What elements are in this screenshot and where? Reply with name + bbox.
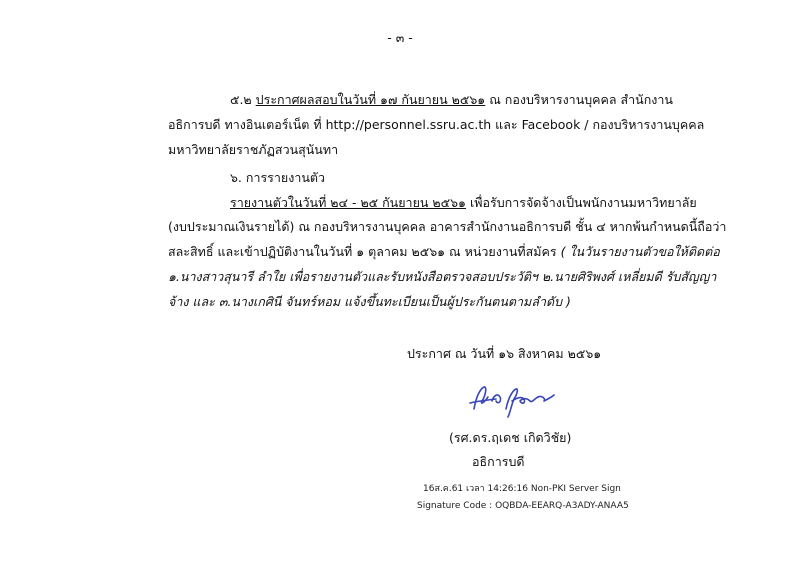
report-date-underlined: รายงานตัวในวันที่ ๒๔ - ๒๕ กันยายน ๒๕๖๑ (230, 195, 466, 210)
section-6-start-date: สละสิทธิ์ และเข้าปฏิบัติงานในวันที่ ๑ ตุลาคม ๒๕๖๑ ณ หน่วยงานที่สมัคร (168, 244, 557, 259)
section-6-purpose: เพื่อรับการจัดจ้างเป็นพนักงานมหาวิทยาลัย (469, 195, 697, 210)
section-6-line-1 (230, 195, 697, 211)
section-5-2-line-1 (230, 92, 673, 108)
contact-note-start: ( ในวันรายงานตัวขอให้ติดต่อ (560, 244, 720, 259)
signer-name: (รศ.ดร.ฤเดช เกิดวิชัย) (449, 430, 572, 445)
section-5-2-line-3: มหาวิทยาลัยราชภัฏสวนสุนันทา (168, 142, 339, 157)
signature-code: Signature Code : OQBDA-EEARQ-A3ADY-ANAA5 (417, 501, 629, 511)
section-6-line-2: (งบประมาณเงินรายได้) ณ กองบริหารงานบุคคล อาคารสำนักงานอธิการบดี ชั้น ๔ หากพ้นกำหนดนี้ถือว่า (168, 219, 727, 234)
signer-title: อธิการบดี (472, 454, 525, 469)
announcement-date: ประกาศ ณ วันที่ ๑๖ สิงหาคม ๒๕๖๑ (407, 346, 602, 361)
section-6-line-3 (168, 244, 720, 260)
page-number: - ๓ - (387, 30, 413, 45)
section-6-line-5: จ้าง และ ๓.นางเกศินี จันทร์หอม แจ้งขึ้นทะเบียนเป็นผู้ประกันตนตามลำดับ ) (168, 294, 571, 309)
section-5-2-line-2: อธิการบดี ทางอินเตอร์เน็ต ที่ http://personnel.ssru.ac.th และ Facebook / กองบริหารงานบุคคล (168, 117, 705, 132)
handwritten-signature (462, 379, 562, 419)
section-5-2-location: ณ กองบริหารงานบุคคล สำนักงาน (489, 92, 673, 107)
result-date-underlined: ประกาศผลสอบในวันที่ ๑๗ กันยายน ๒๕๖๑ (255, 92, 486, 107)
section-6-heading: ๖. การรายงานตัว (230, 170, 326, 185)
section-6-line-4: ๑.นางสาวสุนารี ลำใย เพื่อรายงานตัวและรับหนังสือตรวจสอบประวัติฯ ๒.นายศิริพงศ์ เหลี่ยมดี รับสัญญา (168, 269, 717, 284)
section-5-2-number: ๕.๒ (230, 92, 252, 107)
electronic-sign-info: 16ส.ค.61 เวลา 14:26:16 Non-PKI Server Sign (423, 484, 621, 494)
